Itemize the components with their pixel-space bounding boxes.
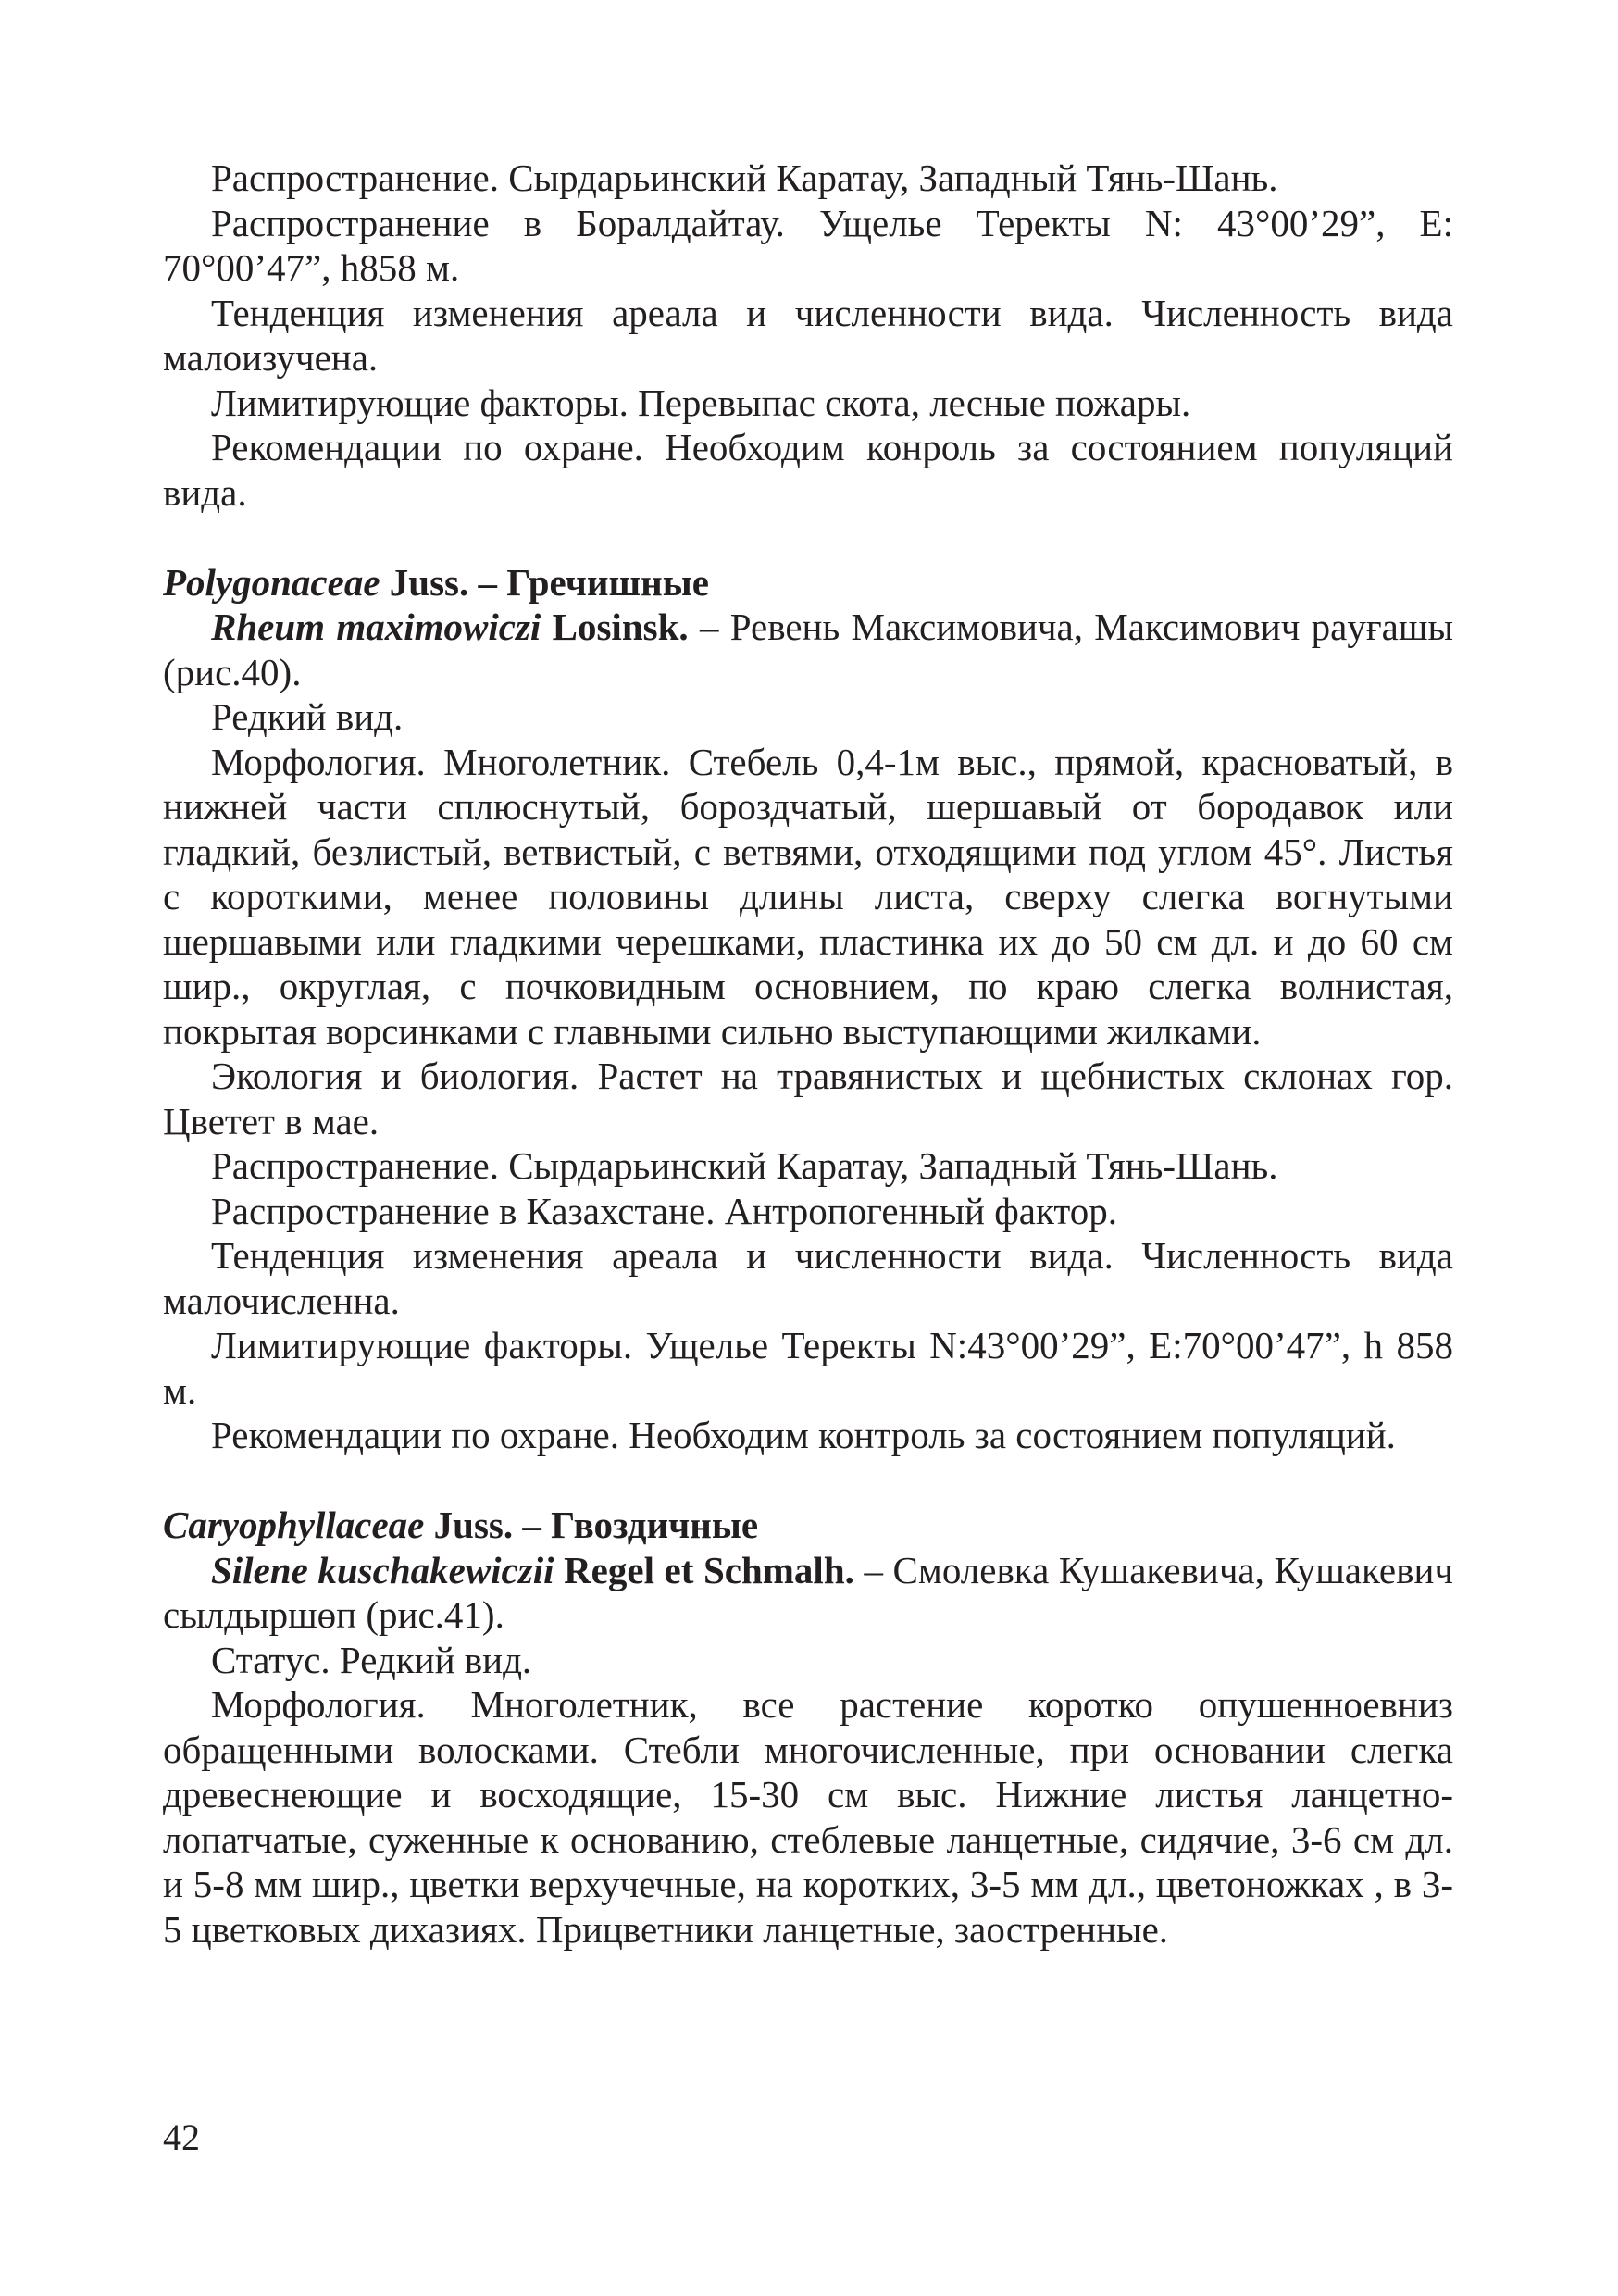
paragraph-morphology: Морфология. Многолетник, все растение коротко опушенноевниз обращенными волосками. Стебли многочисленные, при основании слегка древеснеющие и восходящие, 15-30 см выс. Нижние листья ланцетно-лопатчатые, суженные к основанию, стеблевые ланцетные, сидячие, 3-6 см дл. и 5-8 мм шир., цветки верхучечные, на коротких, 3-5 мм дл., цветоножках , в 3-5 цветковых дихазиях. Прицветники ланцетные, заостренные. <box>163 1683 1453 1951</box>
paragraph-morphology: Морфология. Многолетник. Стебель 0,4-1м выс., прямой, красноватый, в нижней части сплюснутый, бороздчатый, шершавый от бородавок или гладкий, безлистый, ветвистый, с ветвями, отходящими под углом 45°. Листья с короткими, менее половины длины листа, сверху слегка вогнутыми шершавыми или гладкими черешками, пластинка их до 50 см дл. и до 60 см шир., округлая, с почковидным основнием, по краю слегка волнистая, покрытая ворсинками с главными сильно выступающими жилками. <box>163 740 1453 1053</box>
page-body <box>163 156 1453 1952</box>
section-gap <box>163 515 1453 560</box>
paragraph-distribution-kazakhstan: Распространение в Казахстане. Антропогенный фактор. <box>211 1189 1117 1232</box>
species-common-names: – Ревень Максимовича, Максимович раyғашы (рис.40). <box>163 605 1453 693</box>
species-heading <box>163 1548 1453 1638</box>
species-heading <box>163 605 1453 694</box>
family-latin-name: Caryophyllaceae <box>163 1504 425 1546</box>
family-heading <box>163 1503 1453 1548</box>
paragraph-distribution: Распространение. Сырдарьинский Каратау, Западный Тянь-Шань. <box>211 156 1278 199</box>
paragraph-distribution-boraldaytau: Распространение в Боралдайтау. Ущелье Теректы N: 43°00’29”, E: 70°00’47”, h858 м. <box>163 201 1453 289</box>
species-latin-name: Silene kuschakewiczii <box>211 1548 554 1591</box>
paragraph-limiting-factors: Лимитирующие факторы. Перевыпас скота, лесные пожары. <box>211 381 1191 424</box>
paragraph-trend: Тенденция изменения ареала и численности вида. Численность вида малоизучена. <box>163 291 1453 379</box>
family-heading <box>163 560 1453 605</box>
species-common-names: – Смолевка Кушакевича, Кушакевич сылдыршөп (рис.41). <box>163 1548 1454 1636</box>
paragraph-protection: Рекомендации по охране. Необходим контроль за состоянием популяций. <box>211 1414 1396 1456</box>
family-latin-name: Polygonaceae <box>163 560 380 604</box>
paragraph-trend: Тенденция изменения ареала и численности вида. Численность вида малочисленна. <box>163 1234 1453 1322</box>
family-author: Juss. – Гречишные <box>389 560 709 604</box>
paragraph-protection: Рекомендации по охране. Необходим конроль за состоянием популяций вида. <box>163 426 1453 514</box>
paragraph-distribution: Распространение. Сырдарьинский Каратау, Западный Тянь-Шань. <box>211 1144 1278 1187</box>
paragraph-limiting-factors: Лимитирующие факторы. Ущелье Теректы N:43°00’29”, E:70°00’47”, h 858 м. <box>163 1324 1453 1412</box>
species-author: Regel et Schmalh. <box>564 1548 854 1591</box>
paragraph-status: Редкий вид. <box>211 695 404 738</box>
paragraph-status: Статус. Редкий вид. <box>211 1638 532 1681</box>
page-number: 42 <box>163 2116 200 2158</box>
section-gap <box>163 1458 1453 1504</box>
species-author: Losinsk. <box>552 605 689 648</box>
paragraph-ecology: Экология и биология. Растет на травянистых и щебнистых склонах гор. Цветет в мае. <box>163 1054 1453 1142</box>
family-author: Juss. – Гвоздичные <box>433 1504 759 1546</box>
species-latin-name: Rheum maximowiczi <box>211 605 541 648</box>
